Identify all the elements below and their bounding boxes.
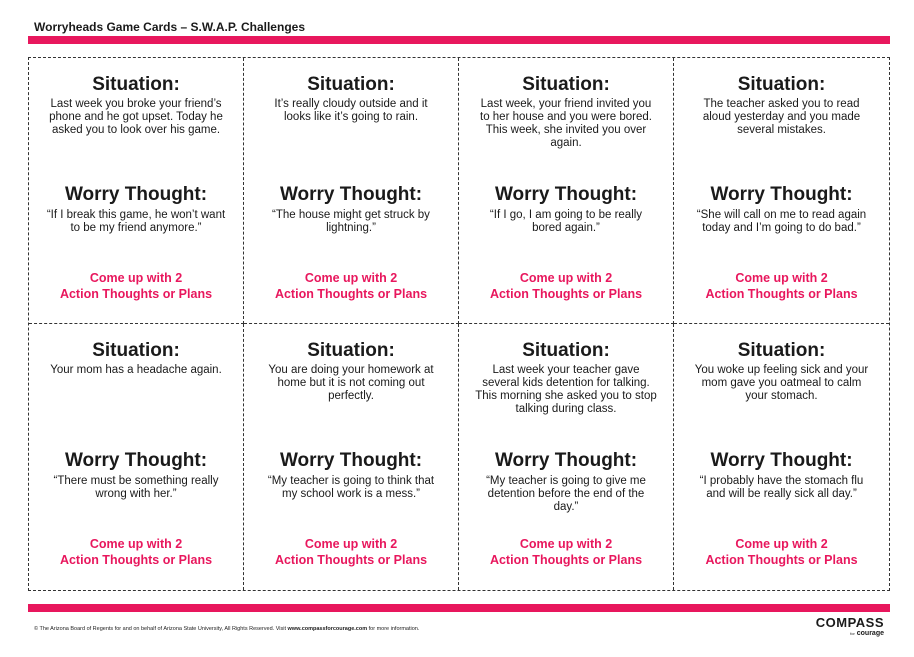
worry-thought-heading: Worry Thought: xyxy=(279,184,423,205)
action-prompt-line2: Action Thoughts or Plans xyxy=(489,287,643,301)
action-prompt-line1: Come up with 2 xyxy=(735,271,828,285)
action-prompt-line2: Action Thoughts or Plans xyxy=(59,287,213,301)
action-prompt xyxy=(244,536,458,568)
worry-thought-heading: Worry Thought: xyxy=(710,184,853,205)
situation-heading: Situation: xyxy=(737,74,826,95)
logo-for-text: for xyxy=(850,631,855,636)
compass-logo xyxy=(816,616,884,638)
game-card xyxy=(459,58,674,324)
action-prompt-line1: Come up with 2 xyxy=(89,537,183,551)
worry-thought-text: “If I go, I am going to be really bored again.” xyxy=(489,209,643,234)
game-card xyxy=(244,58,459,324)
situation-heading: Situation: xyxy=(307,340,395,361)
action-prompt-line2: Action Thoughts or Plans xyxy=(59,553,213,567)
worry-thought-text: “My teacher is going to give me detention before the end of the day.” xyxy=(486,475,646,513)
situation-heading: Situation: xyxy=(92,74,180,95)
worry-thought-heading: Worry Thought: xyxy=(710,450,853,471)
situation-text: Your mom has a headache again. xyxy=(50,364,222,376)
action-prompt xyxy=(459,270,673,302)
page-title: Worryheads Game Cards – S.W.A.P. Challenges xyxy=(34,20,305,34)
copyright-text: © The Arizona Board of Regents for and on behalf of Arizona State University, All Rights Reserved. Visit xyxy=(34,626,286,632)
situation-text: It’s really cloudy outside and it looks like it’s going to rain. xyxy=(274,98,428,123)
worry-thought-text: “If I break this game, he won’t want to be my friend anymore.” xyxy=(46,209,226,234)
worry-thought-heading: Worry Thought: xyxy=(494,450,638,471)
logo-main-text: COMPASS xyxy=(815,615,884,630)
action-prompt xyxy=(244,270,458,302)
worry-thought-text: “There must be something really wrong with her.” xyxy=(53,475,219,500)
game-card xyxy=(29,58,244,324)
situation-heading: Situation: xyxy=(307,74,395,95)
logo-sub-text xyxy=(816,630,884,638)
worry-thought-text: “My teacher is going to think that my school work is a mess.” xyxy=(267,475,435,500)
logo-courage-text: courage xyxy=(856,630,884,637)
action-prompt-line1: Come up with 2 xyxy=(304,271,398,285)
situation-text: You are doing your homework at home but it is not coming out perfectly. xyxy=(268,364,434,402)
action-prompt-line1: Come up with 2 xyxy=(304,537,398,551)
action-prompt-line2: Action Thoughts or Plans xyxy=(705,287,858,301)
top-accent-bar xyxy=(28,36,890,44)
game-card xyxy=(29,324,244,590)
situation-text: Last week your teacher gave several kids detention for talking. This morning she asked you to stop talking during class. xyxy=(475,364,657,415)
action-prompt-line1: Come up with 2 xyxy=(735,537,828,551)
worry-thought-text: “The house might get struck by lightning.” xyxy=(272,209,430,234)
action-prompt-line1: Come up with 2 xyxy=(89,271,183,285)
worry-thought-heading: Worry Thought: xyxy=(494,184,638,205)
situation-heading: Situation: xyxy=(522,74,610,95)
action-prompt-line2: Action Thoughts or Plans xyxy=(274,553,428,567)
website-link[interactable]: www.compassforcourage.com xyxy=(287,626,368,632)
situation-heading: Situation: xyxy=(737,340,826,361)
action-prompt xyxy=(459,536,673,568)
action-prompt-line1: Come up with 2 xyxy=(519,537,613,551)
game-card xyxy=(459,324,674,590)
card-grid xyxy=(28,57,890,591)
worry-thought-heading: Worry Thought: xyxy=(64,450,208,471)
action-prompt-line2: Action Thoughts or Plans xyxy=(274,287,428,301)
action-prompt-line2: Action Thoughts or Plans xyxy=(705,553,858,567)
situation-text: The teacher asked you to read aloud yesterday and you made several mistakes. xyxy=(702,98,861,136)
worry-thought-heading: Worry Thought: xyxy=(64,184,208,205)
worry-thought-text: “I probably have the stomach flu and will be really sick all day.” xyxy=(699,475,864,500)
situation-heading: Situation: xyxy=(92,340,180,361)
action-prompt xyxy=(29,536,243,568)
copyright-more: for more information. xyxy=(368,626,420,632)
action-prompt xyxy=(29,270,243,302)
game-card xyxy=(674,58,889,324)
situation-text: You woke up feeling sick and your mom gave you oatmeal to calm your stomach. xyxy=(694,364,869,402)
game-card xyxy=(674,324,889,590)
game-card xyxy=(244,324,459,590)
situation-text: Last week, your friend invited you to her house and you were bored. This week, she invited you over again. xyxy=(480,98,652,149)
situation-heading: Situation: xyxy=(522,340,610,361)
bottom-accent-bar xyxy=(28,604,890,612)
action-prompt xyxy=(674,536,889,568)
situation-text: Last week you broke your friend’s phone and he got upset. Today he asked you to look over his game. xyxy=(49,98,223,136)
action-prompt-line2: Action Thoughts or Plans xyxy=(489,553,643,567)
action-prompt xyxy=(674,270,889,302)
copyright-notice xyxy=(34,626,419,632)
worry-thought-text: “She will call on me to read again today and I’m going to do bad.” xyxy=(696,209,867,234)
action-prompt-line1: Come up with 2 xyxy=(519,271,613,285)
worry-thought-heading: Worry Thought: xyxy=(279,450,423,471)
